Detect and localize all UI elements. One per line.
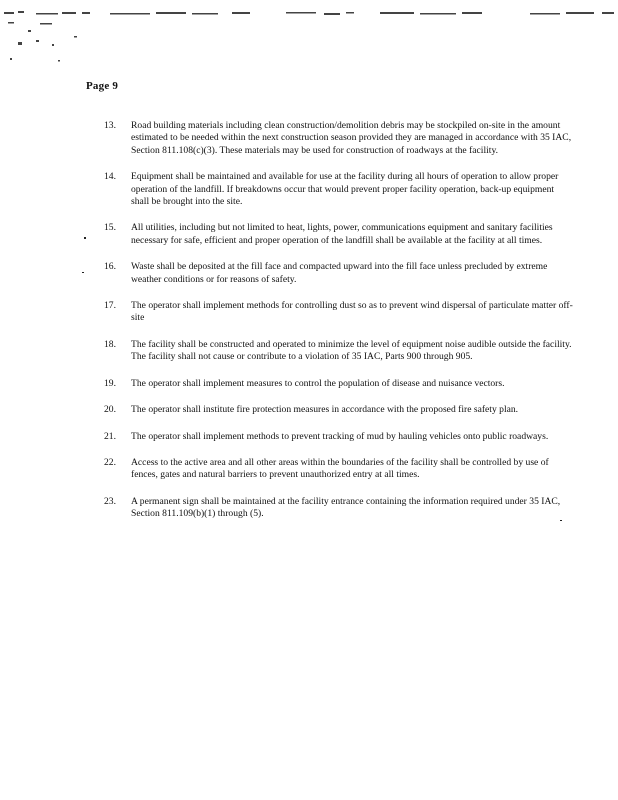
- list-item: [104, 457, 574, 482]
- page-number: Page 9: [86, 80, 119, 92]
- item-number: 17.: [104, 300, 116, 312]
- item-number: 18.: [104, 338, 116, 350]
- item-number: 15.: [104, 222, 116, 234]
- item-number: 16.: [104, 261, 116, 273]
- list-item: [104, 120, 574, 157]
- item-text: The facility shall be constructed and operated to minimize the level of equipment noise audible outside the facility. The facility shall not cause or contribute to a violation of 35 IAC, Parts 900 through 905.: [131, 338, 572, 363]
- list-item: [104, 378, 574, 390]
- item-text: The operator shall implement measures to control the population of disease and nuisance vectors.: [131, 377, 505, 389]
- list-item: [104, 496, 574, 521]
- item-number: 22.: [104, 456, 116, 468]
- item-text: All utilities, including but not limited to heat, lights, power, communications equipment and sanitary facilities necessary for safe, efficient and proper operation of the landfill shall be available at the facility at all times.: [131, 222, 553, 246]
- scan-speck: [560, 520, 562, 521]
- list-item: [104, 222, 574, 247]
- item-number: 19.: [104, 377, 116, 389]
- item-number: 23.: [104, 495, 116, 507]
- scan-speck: [82, 272, 84, 273]
- item-text: The operator shall implement methods for controlling dust so as to prevent wind dispersal of particulate matter off-site: [131, 300, 573, 324]
- list-item: [104, 300, 574, 325]
- item-text: Equipment shall be maintained and available for use at the facility during all hours of operation to allow proper operation of the landfill. If breakdowns occur that would prevent proper facility operation, back-up equipment shall be brought into the site.: [131, 171, 559, 208]
- item-number: 21.: [104, 430, 116, 442]
- item-number: 13.: [104, 120, 116, 131]
- list-item: [104, 339, 574, 364]
- list-item: [104, 171, 574, 208]
- item-number: 20.: [104, 404, 116, 416]
- scan-speck: [84, 237, 86, 239]
- item-text: The operator shall implement methods to prevent tracking of mud by hauling vehicles onto public roadways.: [131, 430, 549, 442]
- list-item: [104, 404, 574, 416]
- item-number: 14.: [104, 171, 116, 183]
- item-text: A permanent sign shall be maintained at the facility entrance containing the information required under 35 IAC, Section 811.109(b)(1) through (5).: [131, 495, 561, 520]
- item-text: The operator shall institute fire protection measures in accordance with the proposed fire safety plan.: [131, 404, 519, 416]
- conditions-list: [104, 120, 574, 521]
- item-text: Access to the active area and all other areas within the boundaries of the facility shall be controlled by use of fences, gates and natural barriers to prevent unauthorized entry at all times.: [131, 456, 549, 481]
- item-text: Road building materials including clean construction/demolition debris may be stockpiled on-site in the amount estimated to be needed within the next construction season provided they are managed in accordance with 35 IAC, Section 811.108(c)(3). These materials may be used for construction of roadways at the facility.: [131, 120, 572, 156]
- list-item: [104, 431, 574, 443]
- list-item: [104, 261, 574, 286]
- item-text: Waste shall be deposited at the fill face and compacted upward into the fill face unless precluded by extreme weather conditions or for reasons of safety.: [131, 261, 548, 285]
- fax-header-noise: [0, 0, 618, 70]
